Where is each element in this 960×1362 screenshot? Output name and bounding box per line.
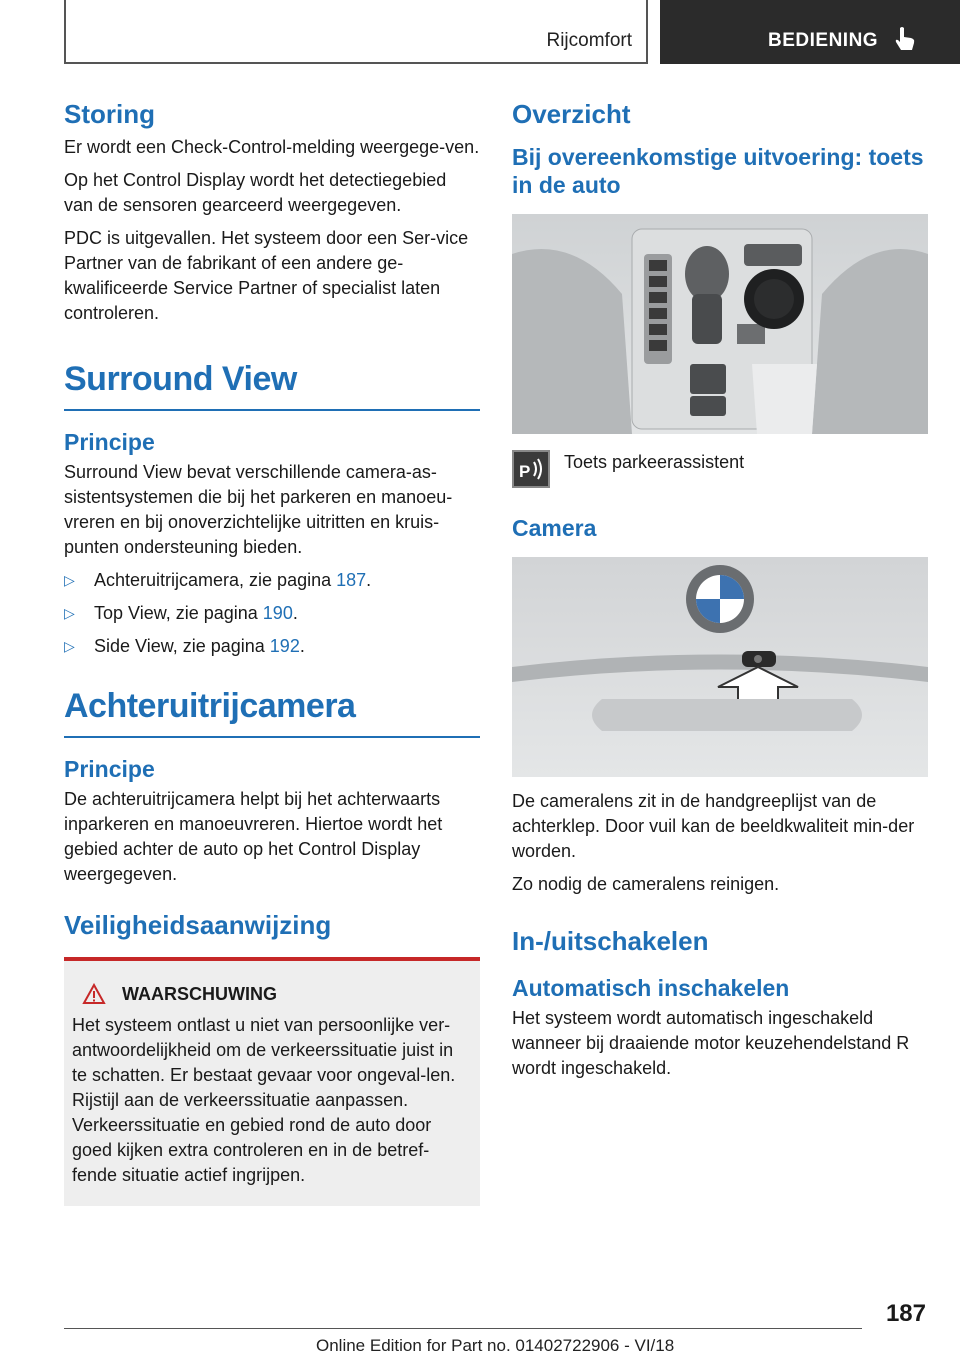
svg-text:P: P <box>519 462 531 481</box>
warning-label: WAARSCHUWING <box>122 983 277 1004</box>
page-link[interactable]: 190 <box>262 602 293 623</box>
uitvoering-heading: Bij overeenkomstige uitvoering: toets in de auto <box>512 143 924 199</box>
left-column <box>64 98 480 1206</box>
warning-text: Het systeem ontlast u niet van persoonlijke ver-antwoordelijkheid om de verkeerssituatie juist in te schatten. Er bestaat gevaar voor ongeval-len. Rijstijl aan de verkeerssituatie aanpassen. Verkeerssituatie en gebied rond de auto door goed kijken extra controleren en in de betref-fende situatie actief ingrijpen. <box>72 1015 456 1185</box>
footer-divider <box>64 1328 862 1329</box>
storing-paragraph-2: Op het Control Display wordt het detectiegebied van de sensoren gearceerd weergegeven. <box>64 169 447 215</box>
principe-text-2: De achteruitrijcamera helpt bij het achterwaarts inparkeren en manoeuvreren. Hiertoe wordt het gebied achter de auto op het Control Display weergegeven. <box>64 788 443 884</box>
chapter-title: BEDIENING <box>768 30 879 51</box>
camera-paragraph-1: De cameralens zit in de handgreeplijst van de achterklep. Door vuil kan de beeldkwaliteit min-der worden. <box>512 790 915 861</box>
rear-camera-photo <box>512 557 928 777</box>
veiligheid-heading: Veiligheidsaanwijzing <box>64 909 332 940</box>
right-column <box>512 98 928 1089</box>
list-item-text: Top View, zie pagina <box>94 602 263 623</box>
list-item: ▷ Top View, zie pagina 190. <box>64 601 480 626</box>
list-item: ▷ Side View, zie pagina 192. <box>64 634 480 659</box>
toets-caption: Toets parkeerassistent <box>564 452 745 472</box>
list-item-text: Side View, zie pagina <box>94 635 270 656</box>
warning-triangle-icon <box>82 983 106 1005</box>
list-item-text: Achteruitrijcamera, zie pagina <box>94 569 337 590</box>
chapter-tab <box>660 0 960 64</box>
storing-paragraph-3: PDC is uitgevallen. Het systeem door een Ser-vice Partner van de fabrikant of een andere ge-kwalificeerde Service Partner of specialist laten controleren. <box>64 227 469 323</box>
camera-paragraph-2: Zo nodig de cameralens reinigen. <box>512 873 780 894</box>
principe-heading-1: Principe <box>64 428 155 455</box>
page-link[interactable]: 192 <box>269 635 300 656</box>
page-link[interactable]: 187 <box>336 569 367 590</box>
triangle-bullet-icon: ▷ <box>64 571 75 588</box>
achteruitrijcamera-heading: Achteruitrijcamera <box>64 687 480 738</box>
camera-heading: Camera <box>512 515 597 541</box>
park-assist-button-icon <box>512 450 550 488</box>
storing-paragraph-1: Er wordt een Check-Control-melding weergege-ven. <box>64 136 480 157</box>
surround-view-list <box>64 568 480 659</box>
principe-text-1: Surround View bevat verschillende camera-as-sistentsystemen die bij het parkeren en manoeu-vreren en bij onoverzichtelijke uitritten en kruis-punten ondersteuning bieden. <box>64 461 453 557</box>
warning-box <box>64 957 480 1206</box>
header-section-box <box>64 0 648 64</box>
in-uitschakelen-heading: In-/uitschakelen <box>512 925 709 956</box>
hand-pointer-icon <box>894 26 916 52</box>
principe-heading-2: Principe <box>64 755 155 782</box>
triangle-bullet-icon: ▷ <box>64 637 75 654</box>
console-photo <box>512 214 928 434</box>
surround-view-heading: Surround View <box>64 360 480 411</box>
page-header <box>0 0 960 66</box>
footer-edition: Online Edition for Part no. 01402722906 - VI/18 <box>316 1336 675 1355</box>
automatisch-text: Het systeem wordt automatisch ingeschakeld wanneer bij draaiende motor keuzehendelstand R wordt ingeschakeld. <box>512 1008 910 1079</box>
warning-title-row <box>72 983 472 1005</box>
overzicht-heading: Overzicht <box>512 99 631 129</box>
header-section-title: Rijcomfort <box>546 30 632 51</box>
storing-heading: Storing <box>64 99 155 129</box>
triangle-bullet-icon: ▷ <box>64 604 75 621</box>
page-number: 187 <box>885 1300 926 1327</box>
list-item: ▷ Achteruitrijcamera, zie pagina 187. <box>64 568 480 593</box>
automatisch-heading: Automatisch inschakelen <box>512 975 790 1002</box>
toets-caption-row <box>512 450 928 488</box>
